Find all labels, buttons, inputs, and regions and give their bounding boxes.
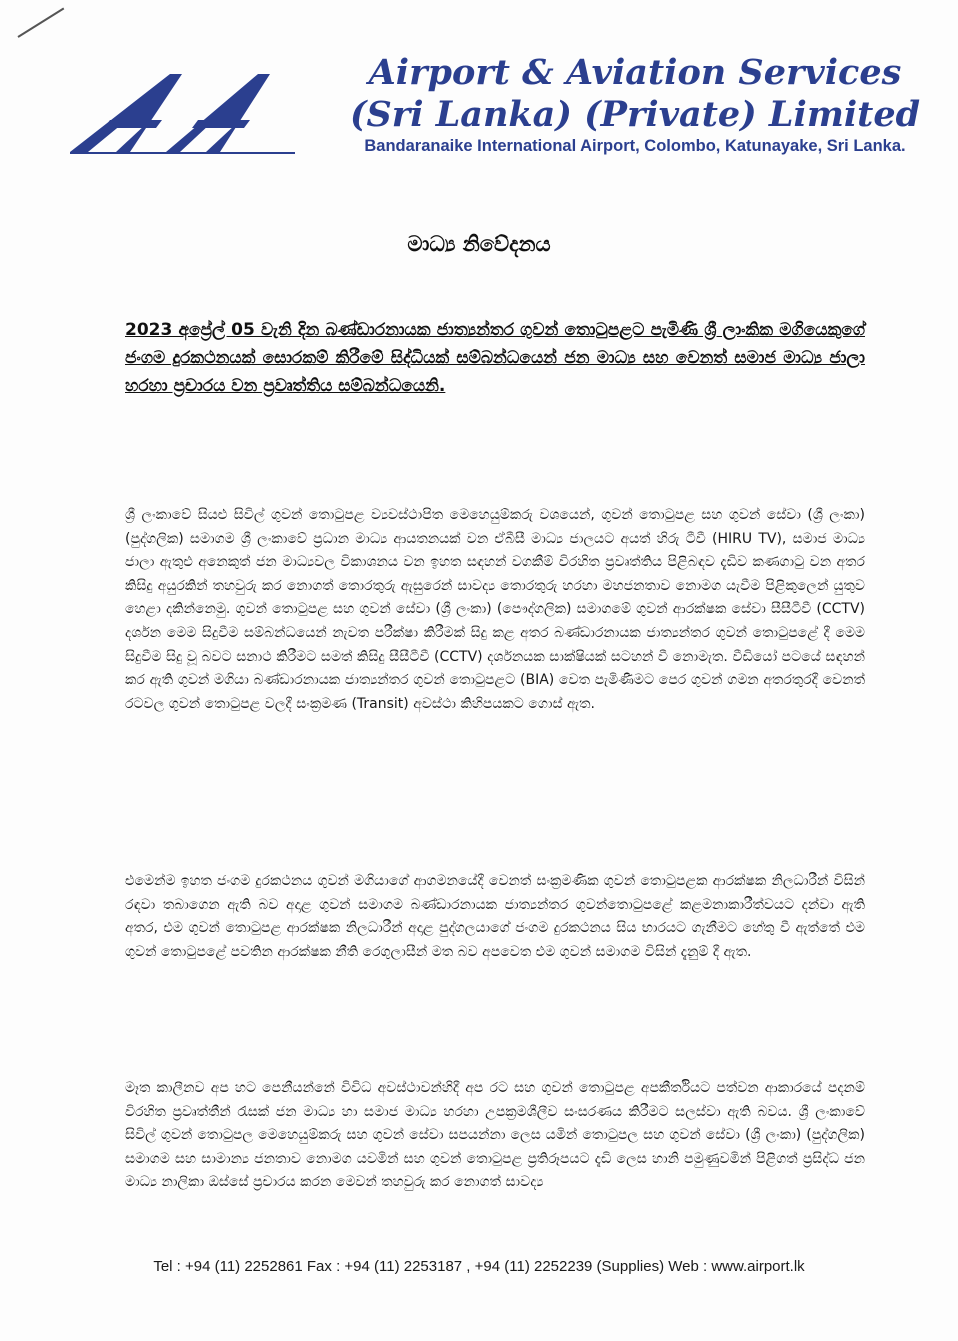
staple-mark	[17, 8, 64, 38]
company-name-line-2: (Sri Lanka) (Private) Limited	[349, 94, 921, 135]
paragraph-3: මෑත කාලීනව අප හට පෙනීයන්නේ විවිධ අවස්ථාවන්හිදී අප රට සහ ගුවන් තොටුපළ අපකීර්තියට පත්වන ආකාරයේ පදනම් විරහිත ප්‍රවෘත්තීන් රැසක් ජන මාධ්‍ය හා සමාජ මාධ්‍ය හරහා උපක්‍රමශීලීව සංසරණය කිරීමට සලස්වා ඇති බවය. ශ්‍රී ලංකාවේ සිවිල් ගුවන් තොටුපල මෙහෙයුම්කරු සහ ගුවන් සේවා සපයන්නා ලෙස යමින් තොටුපල සහ ගුවන් සේවා (ශ්‍රී ලංකා) (පුද්ගලික) සමාගම සහ සාමාන්‍ය ජනතාව නොමග යවමින් සහ ගුවන් තොටුපළ ප්‍රතිරූපයට දැඩි ලෙස හානි පමුණුවමින් පිළිගත් ප්‍රසිද්ධ ජන මාධ්‍ය නාලිකා ඔස්සේ ප්‍රචාරය කරන මෙවන් තහවුරු කර නොගත් සාවද්‍ය	[125, 1080, 865, 1191]
document-subject: 2023 අප්‍රේල් 05 වැනි දින බණ්ඩාරනායක ජාත්‍යන්තර ගුවන් තොටුපළට පැමිණි ශ්‍රී ලාංකික මගියෙකුගේ ජංගම දුරකථනයක් සොරකම් කිරීමේ සිද්ධියක් සම්බන්ධයෙන් ජන මාධ්‍ය සහ වෙනත් සමාජ මාධ්‍ය ජාලා හරහා ප්‍රචාරය වන ප්‍රවෘත්තිය සම්බන්ධයෙනි.	[125, 320, 865, 396]
footer-contact: Tel : +94 (11) 2252861 Fax : +94 (11) 2253187 , +94 (11) 2252239 (Supplies) Web : www.airport.lk	[153, 1258, 805, 1275]
company-name-line-1: Airport & Aviation Services	[368, 52, 902, 93]
paragraph-2: එමෙන්ම ඉහත ජංගම දුරකථනය ගුවන් මගියාගේ ආගමනයේදී වෙනත් සංක්‍රමණික ගුවන් තොටුපළක ආරක්ෂක නිලධාරීන් විසින් රඳවා තබාගෙන ඇති බව අදාළ ගුවන් සමාගම බණ්ඩාරනායක ජාත්‍යන්තර ගුවන්තොටුපළේ කළමනාකාරීත්වයට දන්වා ඇති අතර, එම ගුවන් තොටුපළ ආරක්ෂක නිලධාරීන් අදාළ පුද්ගලයාගේ ජංගම දුරකථනය සිය භාරයට ගැනීමට හේතු වී ඇත්තේ එම ගුවන් තොටුපළේ පවතින ආරක්ෂක නීති රෙගුලාසීන් මත බව අපවෙත එම ගුවන් සමාගම විසින් දැනුම් දී ඇත.	[125, 873, 865, 960]
company-name	[330, 52, 940, 136]
company-address: Bandaranaike International Airport, Colombo, Katunayake, Sri Lanka.	[364, 137, 906, 155]
document-title: මාධ්‍ය නිවේදනය	[407, 232, 551, 256]
aasl-logo	[70, 72, 295, 154]
paragraph-1: ශ්‍රී ලංකාවේ සියළු සිවිල් ගුවන් තොටුපළ ව්‍යවස්ථාපිත මෙහෙයුම්කරු වශයෙන්, ගුවන් තොටුපළ සහ ගුවන් සේවා (ශ්‍රී ලංකා) (පුද්ගලික) සමාගම ශ්‍රී ලංකාවේ ප්‍රධාන මාධ්‍ය ආයතනයක් වන ඒබීසී මාධ්‍ය ජාලයට අයත් හිරු ටීවී (HIRU TV), සමාජ මාධ්‍ය ජාලා ඇතුළු අනෙකුත් ජන මාධ්‍යවල විකාශනය වන ඉහත සඳහන් වගකීම් විරහිත ප්‍රවෘත්තිය පිළිබඳව දැඩිව කණගාටු වන අතර කිසිදු අයුරකින් තහවුරු කර නොගත් තොරතුරු ඇසුරෙන් සාවද්‍ය තොරතුරු හරහා මහජනතාව නොමග යැවීම පිළිකුලෙන් යුතුව හෙළා දකින්නෙමු. ගුවන් තොටුපළ සහ ගුවන් සේවා (ශ්‍රී ලංකා) (පෞද්ගලික) සමාගමේ ගුවන් ආරක්ෂක සේවා සීසීටීවී (CCTV) දර්ශන මෙම සිදුවීම සම්බන්ධයෙන් නැවත පරීක්ෂා කිරීමක් සිදු කළ අතර බණ්ඩාරනායක ජාත්‍යන්තර ගුවන් තොටුපළේ දී මෙම සිදුවීම සිදු වූ බවට සනාථ කිරීමට සමත් කිසිදු සීසීටීවී (CCTV) දර්ශනයක සාක්ෂියක් සටහන් වී නොමැත. වීඩියෝ පටයේ සඳහන් කර ඇති ගුවන් මගියා බණ්ඩාරනායක ජාත්‍යන්තර ගුවන් තොටුපළට (BIA) වෙත පැමිණීමට පෙර ගුවන් ගමන අතරතුරදී වෙනත් රටවල ගුවන් තොටුපළ වලදී සංක්‍රමණ (Transit) අවස්ථා කිහිපයකට ගොස් ඇත.	[125, 507, 865, 712]
